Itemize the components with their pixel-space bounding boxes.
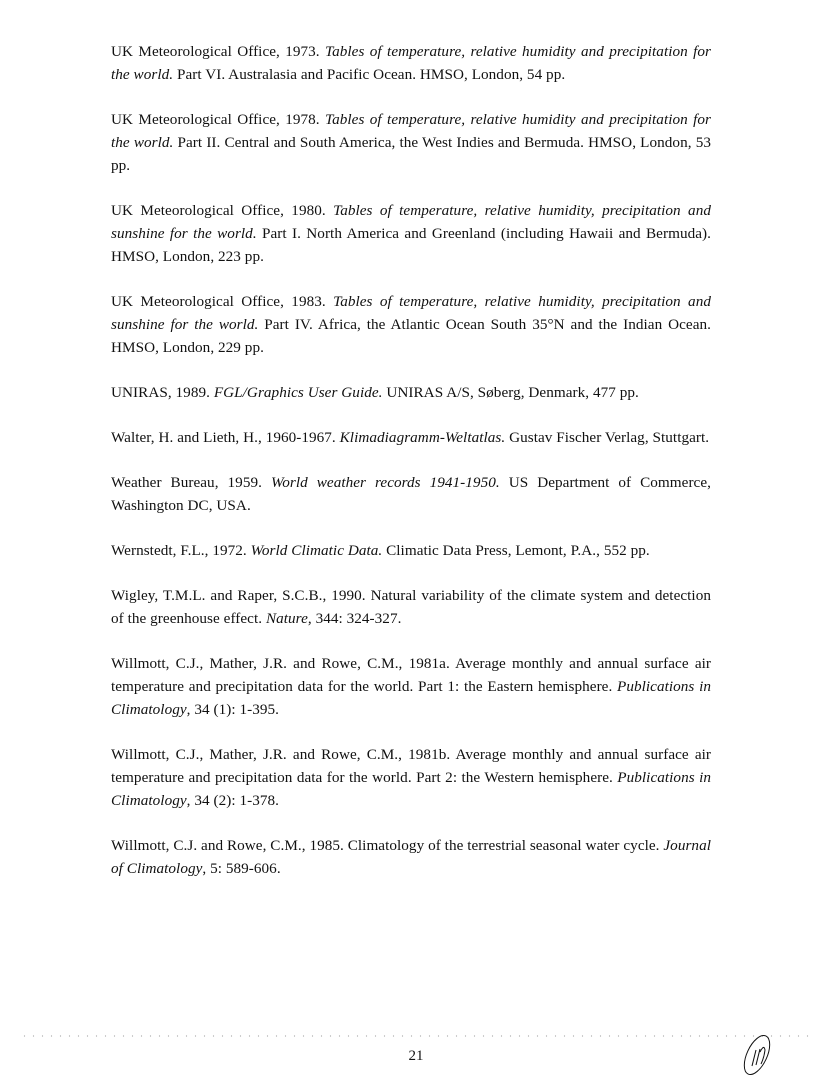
reference-text: UNIRAS A/S, Søberg, Denmark, 477 pp.: [382, 384, 639, 401]
reference-title: World weather records 1941-1950.: [270, 474, 500, 491]
reference-text: Part I. North America and Greenland (including Hawaii and Bermuda). HMSO, London, 223 pp.: [111, 225, 711, 265]
reference-text: Walter, H. and Lieth, H., 1960-1967.: [111, 429, 340, 446]
reference-title: FGL/Graphics User Guide.: [213, 384, 383, 401]
reference-entry: [111, 834, 711, 880]
reference-text: UK Meteorological Office, 1973.: [111, 43, 326, 60]
reference-entry: [111, 108, 711, 177]
reference-text: UNIRAS, 1989.: [111, 384, 214, 401]
page-number: 21: [408, 1048, 424, 1064]
reference-entry: [111, 381, 711, 404]
scan-artifact-dotted-line: [20, 1035, 810, 1037]
reference-text: UK Meteorological Office, 1983.: [111, 293, 334, 310]
reference-entry: [111, 426, 711, 449]
reference-title: Tables of temperature, relative humidity and precipitation for the world.: [111, 111, 712, 151]
reference-title: Publications in Climatology: [111, 678, 711, 718]
reference-text: US Department of Commerce, Washington DC, USA.: [111, 474, 711, 514]
reference-entry: [111, 652, 711, 721]
reference-text: , 5: 589-606.: [202, 860, 281, 877]
reference-text: , 34 (1): 1-395.: [186, 701, 279, 718]
reference-text: UK Meteorological Office, 1978.: [111, 111, 326, 128]
reference-entry: [111, 40, 711, 86]
reference-text: , 344: 324-327.: [307, 610, 402, 627]
reference-text: Wernstedt, F.L., 1972.: [111, 542, 251, 559]
reference-text: UK Meteorological Office, 1980.: [111, 202, 334, 219]
reference-text: Part VI. Australasia and Pacific Ocean. HMSO, London, 54 pp.: [173, 66, 566, 83]
reference-entry: [111, 471, 711, 517]
reference-entry: [111, 539, 711, 562]
reference-text: Part II. Central and South America, the West Indies and Bermuda. HMSO, London, 53 pp.: [111, 134, 711, 174]
reference-text: Wigley, T.M.L. and Raper, S.C.B., 1990. Natural variability of the climate system and detection of the greenhouse effect.: [111, 587, 711, 627]
reference-list: [111, 40, 711, 902]
reference-title: Tables of temperature, relative humidity and precipitation for the world.: [111, 43, 712, 83]
reference-entry: [111, 199, 711, 268]
reference-title: Tables of temperature, relative humidity, precipitation and sunshine for the world.: [111, 293, 711, 333]
reference-title: Publications in Climatology: [111, 769, 712, 809]
reference-text: Gustav Fischer Verlag, Stuttgart.: [505, 429, 710, 446]
handwritten-annotation: [735, 1030, 785, 1080]
reference-text: Willmott, C.J. and Rowe, C.M., 1985. Climatology of the terrestrial seasonal water cycle.: [111, 837, 664, 854]
reference-title: Klimadiagramm-Weltatlas.: [339, 429, 506, 446]
reference-title: Tables of temperature, relative humidity, precipitation and sunshine for the world.: [111, 202, 711, 242]
reference-title: World Climatic Data.: [250, 542, 383, 559]
reference-text: Part IV. Africa, the Atlantic Ocean South 35°N and the Indian Ocean. HMSO, London, 229 pp.: [111, 316, 711, 356]
handwritten-circle-icon: [735, 1030, 785, 1080]
reference-entry: [111, 743, 711, 812]
reference-entry: [111, 290, 711, 359]
reference-text: Willmott, C.J., Mather, J.R. and Rowe, C.M., 1981a. Average monthly and annual surface air temperature and precipitation data for the world. Part 1: the Eastern hemisphere.: [111, 655, 711, 695]
reference-entry: [111, 584, 711, 630]
reference-text: , 34 (2): 1-378.: [186, 792, 279, 809]
reference-text: Climatic Data Press, Lemont, P.A., 552 pp.: [382, 542, 650, 559]
reference-title: Nature: [265, 610, 308, 627]
reference-text: Weather Bureau, 1959.: [111, 474, 271, 491]
reference-title: Journal of Climatology: [111, 837, 711, 877]
reference-text: Willmott, C.J., Mather, J.R. and Rowe, C.M., 1981b. Average monthly and annual surface air temperature and precipitation data for the world. Part 2: the Western hemisphere.: [111, 746, 711, 786]
